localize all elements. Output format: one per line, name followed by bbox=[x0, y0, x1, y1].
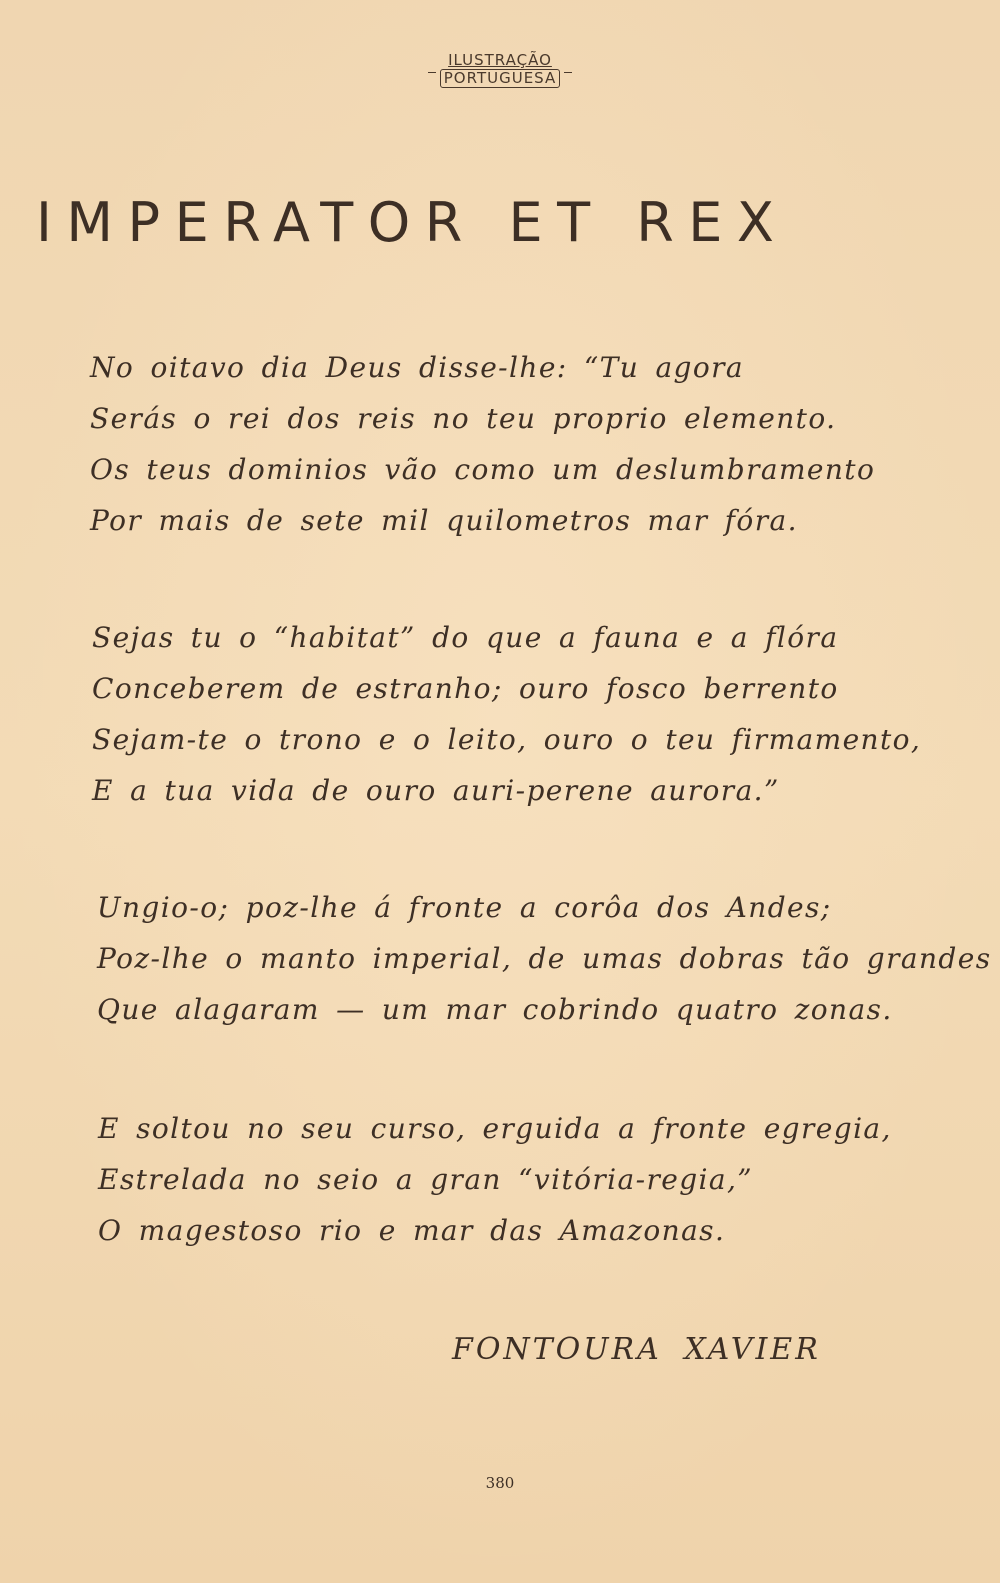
stanza-1 bbox=[90, 342, 875, 546]
verse-line: Os teus dominios vão como um deslumbramento bbox=[90, 453, 876, 486]
verse-line: E soltou no seu curso, erguida a fronte egregia, bbox=[98, 1112, 892, 1145]
verse-line: E a tua vida de ouro auri-perene aurora.” bbox=[92, 774, 780, 807]
masthead-logo bbox=[428, 52, 572, 88]
verse-line: Que alagaram — um mar cobrindo quatro zonas. bbox=[97, 993, 893, 1026]
verse-line: O magestoso rio e mar das Amazonas. bbox=[98, 1214, 726, 1247]
masthead-dash-left bbox=[428, 72, 436, 73]
verse-line: Sejam-te o trono e o leito, ouro o teu firmamento, bbox=[92, 723, 922, 756]
poem-title: IMPERATOR ET REX bbox=[36, 191, 789, 254]
masthead bbox=[0, 52, 1000, 88]
page-number: 380 bbox=[485, 1474, 515, 1492]
verse-line: Estrelada no seio a gran “vitória-regia,” bbox=[98, 1163, 753, 1196]
verse-line: No oitavo dia Deus disse-lhe: “Tu agora bbox=[90, 351, 745, 384]
stanza-3 bbox=[97, 882, 991, 1035]
verse-line: Serás o rei dos reis no teu proprio elemento. bbox=[90, 402, 837, 435]
stanza-2 bbox=[92, 612, 921, 816]
verse-line: Poz-lhe o manto imperial, de umas dobras tão grandes bbox=[97, 942, 992, 975]
verse-line: Por mais de sete mil quilometros mar fóra. bbox=[90, 504, 798, 537]
stanza-4 bbox=[98, 1103, 892, 1256]
verse-line: Ungio-o; poz-lhe á fronte a corôa dos Andes; bbox=[97, 891, 832, 924]
verse-line: Sejas tu o “habitat” do que a fauna e a flóra bbox=[92, 621, 839, 654]
author-signature: FONTOURA XAVIER bbox=[452, 1332, 821, 1367]
masthead-dash-right bbox=[564, 72, 572, 73]
verse-line: Conceberem de estranho; ouro fosco berrento bbox=[92, 672, 839, 705]
masthead-line-2: PORTUGUESA bbox=[440, 69, 560, 88]
masthead-line-1: ILUSTRAÇÃO bbox=[448, 51, 552, 69]
